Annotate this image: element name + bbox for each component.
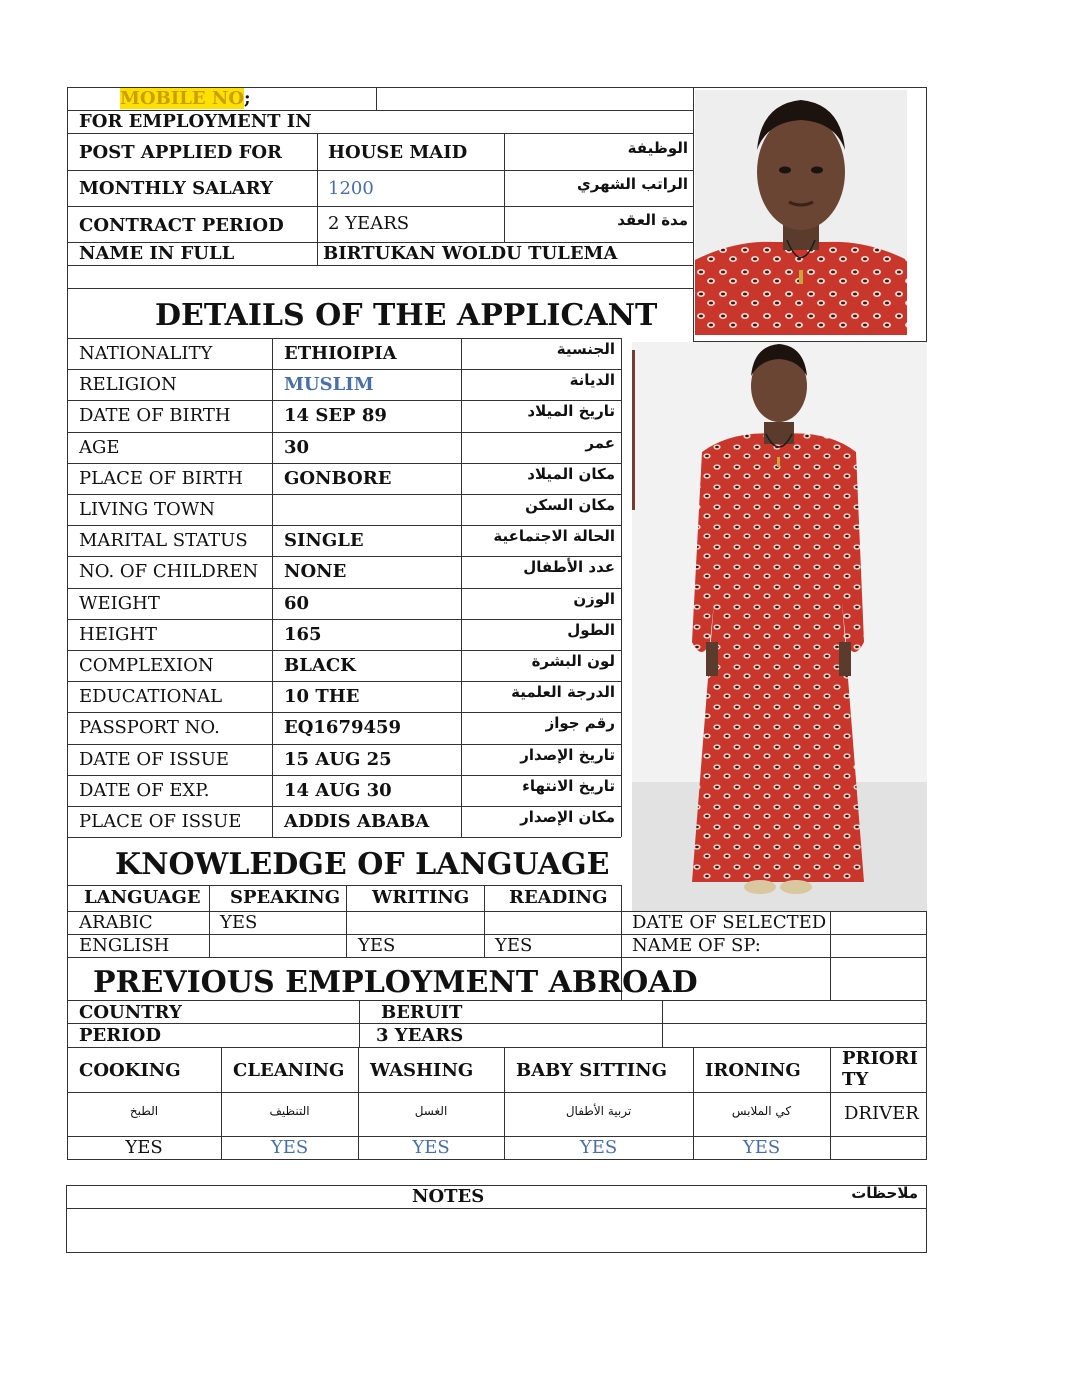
detail-label: EDUCATIONAL (79, 686, 223, 707)
detail-label: COMPLEXION (79, 655, 214, 676)
skill-ar-cooking: الطبخ (129, 1104, 159, 1118)
details-col-line (272, 338, 273, 837)
detail-arabic: لون البشرة (531, 652, 615, 670)
post-label: POST APPLIED FOR (79, 142, 283, 163)
detail-arabic: الجنسية (556, 340, 615, 358)
detail-arabic: عمر (585, 434, 615, 452)
detail-label: PASSPORT NO. (79, 717, 220, 738)
period-label: PERIOD (79, 1025, 161, 1046)
detail-arabic: عدد الأطفال (523, 558, 615, 576)
detail-value: NONE (284, 561, 347, 582)
detail-value: GONBORE (284, 468, 392, 489)
detail-value: 165 (284, 624, 322, 645)
skill-header-baby-sitting: BABY SITTING (516, 1060, 668, 1081)
previous-title: PREVIOUS EMPLOYMENT ABROAD (93, 965, 698, 1000)
skill-value-baby-sitting: YES (579, 1137, 618, 1158)
notes-label: NOTES (412, 1186, 485, 1207)
detail-arabic: مكان الميلاد (527, 465, 615, 483)
country-value: BERUIT (381, 1002, 463, 1023)
detail-label: DATE OF BIRTH (79, 405, 231, 426)
detail-arabic: الحالة الاجتماعية (493, 527, 615, 545)
lang-header-language: LANGUAGE (84, 887, 201, 908)
detail-arabic: الطول (567, 621, 615, 639)
name-sp-label: NAME OF SP: (632, 935, 761, 956)
salary-label: MONTHLY SALARY (79, 178, 273, 199)
detail-arabic: الوزن (573, 590, 615, 608)
detail-value: 14 SEP 89 (284, 405, 387, 426)
skill-ar-ironing: كي الملابس (731, 1104, 792, 1118)
details-row-line (67, 650, 621, 651)
detail-label: DATE OF EXP. (79, 780, 210, 801)
details-title: DETAILS OF THE APPLICANT (155, 298, 658, 333)
skill-header-cooking: COOKING (79, 1060, 181, 1081)
contract-value: 2 YEARS (328, 213, 410, 234)
detail-arabic: الديانة (569, 371, 615, 389)
portrait-photo (695, 90, 907, 335)
lang-row-arabic: ARABIC (79, 912, 153, 933)
detail-value: 15 AUG 25 (284, 749, 392, 770)
skill-header-priority-2: TY (842, 1069, 869, 1090)
detail-value: SINGLE (284, 530, 364, 551)
skill-ar-washing: الغسل (414, 1104, 448, 1118)
employment-in-label: FOR EMPLOYMENT IN (79, 111, 312, 132)
detail-value: 14 AUG 30 (284, 780, 392, 801)
country-label: COUNTRY (79, 1002, 182, 1023)
skill-header-ironing: IRONING (705, 1060, 801, 1081)
detail-arabic: رقم جواز (545, 714, 615, 732)
detail-arabic: تاريخ الانتهاء (522, 777, 615, 795)
details-row-line (67, 463, 621, 464)
detail-label: PLACE OF BIRTH (79, 468, 243, 489)
details-left-border (67, 288, 68, 837)
lang-header-writing: WRITING (372, 887, 470, 908)
lang-row-english: ENGLISH (79, 935, 170, 956)
detail-label: MARITAL STATUS (79, 530, 248, 551)
details-col-line (461, 338, 462, 837)
detail-label: AGE (79, 437, 120, 458)
contract-arabic: مدة العقد (617, 211, 688, 229)
lang-english-writing: YES (358, 935, 396, 956)
salary-arabic: الراتب الشهري (577, 175, 688, 193)
detail-value: BLACK (284, 655, 356, 676)
detail-label: LIVING TOWN (79, 499, 216, 520)
detail-arabic: الدرجة العلمية (511, 683, 615, 701)
mobile-suffix: ; (244, 88, 251, 109)
detail-label: NO. OF CHILDREN (79, 561, 259, 582)
details-row-line (67, 369, 621, 370)
date-selected-label: DATE OF SELECTED (632, 912, 827, 933)
detail-label: WEIGHT (79, 593, 160, 614)
contract-label: CONTRACT PERIOD (79, 215, 284, 236)
mobile-label (120, 90, 251, 108)
detail-arabic: مكان الإصدار (520, 808, 615, 826)
full-body-photo (632, 342, 927, 912)
skill-value-ironing: YES (742, 1137, 781, 1158)
skill-header-priority-1: PRIORI (842, 1048, 918, 1069)
detail-label: HEIGHT (79, 624, 158, 645)
detail-value: EQ1679459 (284, 717, 402, 738)
mobile-label-text: MOBILE NO (120, 88, 245, 109)
language-title: KNOWLEDGE OF LANGUAGE (115, 847, 610, 882)
details-row-line (67, 775, 621, 776)
details-row-line (67, 619, 621, 620)
details-row-line (67, 744, 621, 745)
details-row-line (67, 837, 621, 838)
detail-arabic: مكان السكن (525, 496, 615, 514)
detail-arabic: تاريخ الإصدار (520, 746, 615, 764)
detail-label: PLACE OF ISSUE (79, 811, 242, 832)
details-row-line (67, 712, 621, 713)
lang-header-speaking: SPEAKING (230, 887, 341, 908)
details-row-line (67, 400, 621, 401)
details-row-line (67, 556, 621, 557)
detail-value: 60 (284, 593, 310, 614)
detail-arabic: تاريخ الميلاد (527, 402, 615, 420)
notes-arabic: ملاحظات (851, 1184, 918, 1202)
name-value: BIRTUKAN WOLDU TULEMA (323, 243, 618, 264)
skill-header-cleaning: CLEANING (233, 1060, 345, 1081)
details-row-line (67, 338, 621, 339)
detail-label: DATE OF ISSUE (79, 749, 230, 770)
skill-value-cleaning: YES (270, 1137, 309, 1158)
skill-header-washing: WASHING (370, 1060, 474, 1081)
detail-label: NATIONALITY (79, 343, 213, 364)
detail-value: ADDIS ABABA (284, 811, 430, 832)
details-row-line (67, 525, 621, 526)
detail-value: 10 THE (284, 686, 360, 707)
lang-english-reading: YES (495, 935, 533, 956)
skill-value-washing: YES (412, 1137, 450, 1158)
details-row-line (67, 588, 621, 589)
detail-label: RELIGION (79, 374, 177, 395)
lang-arabic-speaking: YES (220, 912, 258, 933)
skill-ar-baby-sitting: تربية الأطفال (565, 1104, 632, 1118)
details-col-line (621, 338, 622, 837)
detail-value: MUSLIM (284, 374, 374, 395)
post-arabic: الوظيفة (627, 139, 688, 157)
salary-value: 1200 (328, 178, 374, 199)
period-value: 3 YEARS (376, 1025, 464, 1046)
details-row-line (67, 432, 621, 433)
details-row-line (67, 806, 621, 807)
skill-value-cooking: YES (125, 1137, 163, 1158)
detail-value: ETHIOIPIA (284, 343, 397, 364)
detail-value: 30 (284, 437, 310, 458)
skill-ar-cleaning: التنظيف (269, 1104, 310, 1118)
lang-header-reading: READING (509, 887, 608, 908)
post-value: HOUSE MAID (328, 142, 468, 163)
details-row-line (67, 681, 621, 682)
name-label: NAME IN FULL (79, 243, 235, 264)
skill-driver: DRIVER (844, 1103, 919, 1124)
details-row-line (67, 494, 621, 495)
